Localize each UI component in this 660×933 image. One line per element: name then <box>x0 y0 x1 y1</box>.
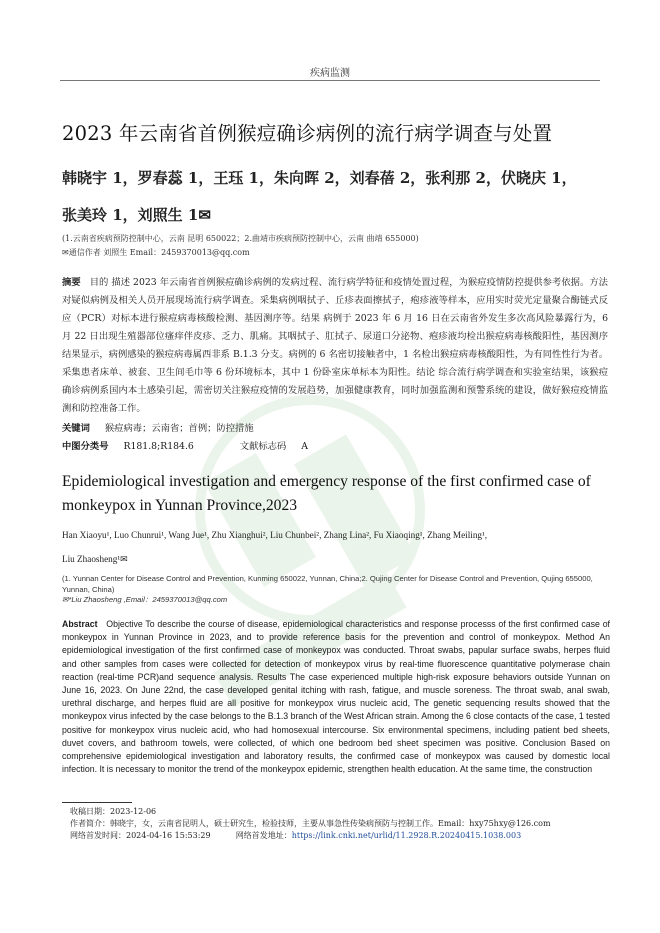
classification-label: 中图分类号 <box>62 441 109 452</box>
document-code-label: 文献标志码 <box>239 441 287 452</box>
online-url-link[interactable]: https://link.cnki.net/urlid/11.2928.R.20240415.1038.003 <box>291 831 522 841</box>
author-bio: 韩晓宇，女，云南省昆明人，硕士研究生，检验技师，主要从事急性传染病预防与控制工作。Email：hxy75hxy@126.com <box>110 819 551 829</box>
keywords-text: 猴痘病毒；云南省；首例；防控措施 <box>104 423 254 434</box>
paper-title-en: Epidemiological investigation and emergency response of the first confirmed case of monkeypox in Yunnan Province,2023 <box>62 473 591 514</box>
keywords-cn <box>62 420 608 438</box>
author-list-en <box>62 523 616 571</box>
online-time-label: 网络首发时间： <box>70 831 126 841</box>
running-header: 疾病监测 <box>310 68 350 79</box>
abstract-cn <box>62 274 608 418</box>
document-code-value: A <box>301 441 308 452</box>
author-bio-label: 作者简介： <box>70 819 110 829</box>
classification-row <box>62 438 608 456</box>
author-bio-row <box>70 818 620 830</box>
received-date: 2023-12-06 <box>110 807 157 816</box>
abstract-label-en: Abstract <box>62 619 98 629</box>
affiliations-cn <box>62 232 620 260</box>
abstract-en <box>62 618 610 776</box>
author-list-cn <box>62 160 620 234</box>
affiliations-en <box>62 574 616 606</box>
abstract-text-cn: 目的 描述 2023 年云南省首例猴痘确诊病例的发病过程、流行病学特征和疫情处置过程，为猴痘疫情防控提供参考依据。方法 对疑似病例及相关人员开展现场流行病学调查。采集病例咽拭子、丘疹表面擦拭子，疱疹液等样本，应用实时荧光定量聚合酶链式反应（PCR）对标本进行猴痘病毒核酸检测、基因测序等。结果 病例于 2023 年 6 月 16 日在云南省外发生多次高风险暴露行为，6 月 22 日出现生殖器部位瘙痒伴皮疹、乏力、肌痛。其咽拭子、肛拭子、尿道口分泌物、疱疹液均检出猴痘病毒核酸阳性，基因测序结果显示，病例感染的猴痘病毒属西非系 B.1.3 分支。病例的 6 名密切接触者中，1 名检出猴痘病毒核酸阳性，为有同性性行为者。采集患者床单、被套、卫生间毛巾等 6 份环境标本，其中 1 份卧室床单标本为阳性。结论 综合流行病学调查和实验室结果，该猴痘确诊病例系国内本土感染引起，需密切关注猴痘疫情的发展趋势，加强健康教育，同时加强监测和预警系统的建设，做好猴痘疫情监测和防控准备工作。 <box>62 277 608 414</box>
author-line-2: 张美玲 1，刘照生 1✉ <box>62 206 211 224</box>
affiliation-line: (1.云南省疾病预防控制中心，云南 昆明 650022；2.曲靖市疾病预防控制中心，云南 曲靖 655000) <box>62 234 419 243</box>
online-url-label: 网络首发地址： <box>235 831 292 841</box>
affiliation-line-en: (1. Yunnan Center for Disease Control and Prevention, Kunming 650022, Yunnan, China;2. Qujing Center for Disease Control and Prevention, Qujing 655000, Yunnan, China) <box>62 574 593 594</box>
abstract-label-cn: 摘要 <box>62 277 81 288</box>
abstract-text-en: Objective To describe the course of disease, epidemiological characteristics and response processs of the first confirmed case of monkeypox in Yunnan Province in 2023, and to provide reference basis for the prevention and control of monkeypox. Method An epidemiological investigation of the first confirmed case of monkeypox was conducted. Throat swabs, papular surface swabs, herpes fluid and other samples from cases were collected for detection of monkeypox virus by real-time fluorescence quantitative polymerase chain reaction (real-time PCR)and sequence analysis. Results The case experienced multiple high-risk exposure behaviors outside Yunnan on June 16, 2023. On June 22nd, the case developed genital itching with rash, fatigue, and muscle soreness. The throat swab, anal swab, urethral discharge, and herpes fluid are all positive for monkeypox virus nucleic acid, The genetic sequencing results showed that the monkeypox virus infected by the case belongs to the B.1.3 branch of the West African strain. Among the 6 close contacts of the case, 1 tested positive for monkeypox virus nucleic acid, who had homosexual intercourse. Six environmental specimens, including patient bed sheets, duvet covers, and bathroom towels, were collected, of which one bedroom bed sheet specimen was positive. Conclusion Based on comprehensive epidemiological investigation and laboratory results, the confirmed case of monkeypox was caused by domestic local infection. It is necessary to monitor the trend of the monkeypox epidemic, strengthen health education. At the same time, the construction <box>62 619 610 775</box>
corresponding-author-line: ✉通信作者 刘照生 Email：2459370013@qq.com <box>62 248 250 257</box>
author-line-en-2: Liu Zhaosheng¹✉ <box>62 554 128 564</box>
online-time: 2024-04-16 15:53:29 <box>126 831 211 841</box>
corresponding-author-line-en: ✉*Liu Zhaosheng ,Email：2459370013@qq.com <box>62 595 228 604</box>
footnotes <box>70 806 620 843</box>
keywords-label: 关键词 <box>62 423 90 434</box>
received-date-row <box>70 806 620 818</box>
classification-value: R181.8;R184.6 <box>123 441 194 452</box>
paper-title-cn: 2023 年云南省首例猴痘确诊病例的流行病学调查与处置 <box>62 122 553 145</box>
author-line-1: 韩晓宇 1，罗春蕊 1，王珏 1，朱向晖 2，刘春蓓 2，张利那 2，伏晓庆 1， <box>62 169 577 187</box>
author-line-en-1: Han Xiaoyu¹, Luo Chunrui¹, Wang Jue¹, Zhu Xianghui², Liu Chunbei², Zhang Lina², Fu Xiaoqing¹, Zhang Meiling¹, <box>62 530 488 540</box>
online-first-row <box>70 830 620 842</box>
footnote-rule <box>62 802 132 803</box>
received-label: 收稿日期： <box>70 807 110 816</box>
header-rule <box>60 80 600 81</box>
